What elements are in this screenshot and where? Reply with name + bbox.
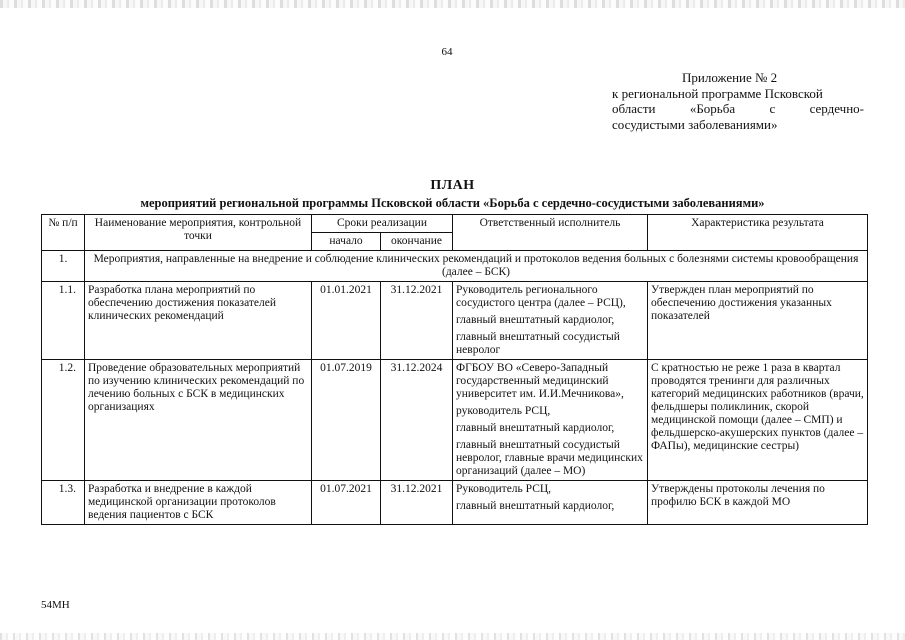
executor-line: главный внештатный сосудистый невролог	[456, 331, 620, 356]
executor-line: главный внештатный кардиолог,	[456, 422, 615, 434]
appendix-line-3	[612, 101, 864, 117]
header-num: № п/п	[42, 215, 85, 251]
row-start: 01.07.2019	[312, 360, 381, 481]
executor-line: главный внештатный сосудистый невролог, главные врачи медицинских организаций (далее – МО)	[456, 439, 643, 477]
row-result: С кратностью не реже 1 раза в квартал проводятся тренинги для различных категорий медицинских работников (врачи, фельдшеры поликлиник, скорой медицинской помощи (далее – СМП) и фельдшерско-акушерских пунктов (далее – ФАПы), медицинские сестры)	[648, 360, 868, 481]
row-end: 31.12.2021	[381, 481, 453, 525]
row-name: Разработка плана мероприятий по обеспечению достижения показателей клинических рекомендаций	[85, 282, 312, 360]
appendix-line-4: сосудистыми заболеваниями»	[612, 116, 778, 132]
header-executor: Ответственный исполнитель	[453, 215, 648, 251]
row-result: Утверждены протоколы лечения по профилю БСК в каждой МО	[648, 481, 868, 525]
row-name: Разработка и внедрение в каждой медицинской организации протоколов ведения пациентов с БСК	[85, 481, 312, 525]
section-num: 1.	[42, 251, 85, 282]
table-header-row	[42, 215, 868, 233]
section-row	[42, 251, 868, 282]
executor-line: руководитель РСЦ,	[456, 405, 551, 417]
row-result: Утвержден план мероприятий по обеспечению достижения указанных показателей	[648, 282, 868, 360]
header-terms: Сроки реализации	[312, 215, 453, 233]
row-num: 1.3.	[42, 481, 85, 525]
row-executor	[453, 481, 648, 525]
table-row	[42, 282, 868, 360]
plan-table	[41, 214, 868, 525]
row-end: 31.12.2024	[381, 360, 453, 481]
scan-edge-top	[0, 0, 905, 8]
appendix-block	[612, 70, 864, 132]
row-start: 01.07.2021	[312, 481, 381, 525]
header-start: начало	[312, 233, 381, 251]
header-result: Характеристика результата	[648, 215, 868, 251]
header-end: окончание	[381, 233, 453, 251]
document-subtitle: мероприятий региональной программы Псковской области «Борьба с сердечно-сосудистыми заболеваниями»	[140, 196, 765, 210]
appendix-word: сердечно-	[809, 101, 864, 116]
appendix-word: «Борьба	[689, 101, 736, 116]
row-num: 1.2.	[42, 360, 85, 481]
executor-line: Руководитель регионального сосудистого центра (далее – РСЦ),	[456, 284, 626, 309]
appendix-word: области	[612, 101, 656, 116]
appendix-title: Приложение № 2	[682, 70, 778, 85]
appendix-word: с	[769, 101, 776, 116]
row-end: 31.12.2021	[381, 282, 453, 360]
header-name: Наименование мероприятия, контрольной точки	[85, 215, 312, 251]
row-executor	[453, 360, 648, 481]
scan-edge-bottom	[0, 633, 905, 640]
row-start: 01.01.2021	[312, 282, 381, 360]
document-title: ПЛАН	[430, 178, 475, 193]
row-num: 1.1.	[42, 282, 85, 360]
page-number: 64	[441, 46, 453, 58]
footer-code: 54МН	[41, 599, 70, 611]
executor-line: Руководитель РСЦ,	[456, 483, 552, 495]
table-row	[42, 360, 868, 481]
section-text: Мероприятия, направленные на внедрение и соблюдение клинических рекомендаций и протоколов ведения больных с болезнями системы кровообращения (далее – БСК)	[85, 251, 868, 282]
row-name: Проведение образовательных мероприятий по изучению клинических рекомендаций по лечению больных с БСК в медицинских организациях	[85, 360, 312, 481]
appendix-line-2: к региональной программе Псковской	[612, 85, 823, 101]
executor-line: ФГБОУ ВО «Северо-Западный государственный медицинский университет им. И.И.Мечникова»,	[456, 362, 624, 400]
row-executor	[453, 282, 648, 360]
table-row	[42, 481, 868, 525]
executor-line: главный внештатный кардиолог,	[456, 500, 615, 512]
executor-line: главный внештатный кардиолог,	[456, 314, 615, 326]
